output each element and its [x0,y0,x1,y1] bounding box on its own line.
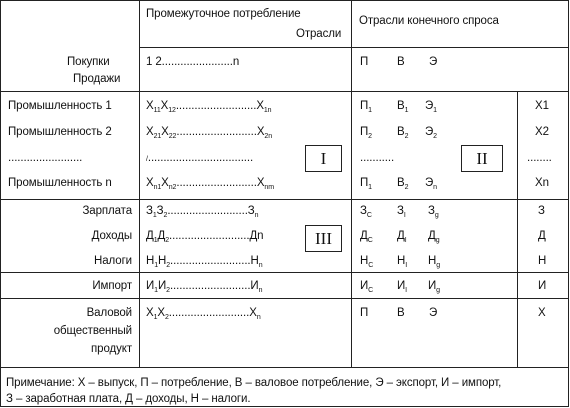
gross-label-2: общественный [53,325,132,337]
income-e: $Д_g$ [428,230,440,244]
industry-n-p: $П_1$ [360,177,372,191]
divider-h-2 [0,91,569,92]
wages-x: $З_1З_2..........................З_n$ [146,205,259,219]
gross-label-1: Валовой [86,307,132,319]
industry-1-x: $X_{11}X_{12}..........................X_{1n}$ [146,100,272,114]
gross-v: В [397,307,405,319]
top-e: Э [429,56,438,68]
industry-2-v: $В_2$ [397,126,409,140]
industry-2-x: $X_{21}X_{22}..........................X_{2n}$ [146,126,272,140]
industry-dots-x: /.................................. [146,152,254,164]
taxes-v: $H_I$ [397,255,408,269]
industry-2-p: $П_2$ [360,126,372,140]
industry-dots-label: ........................ [8,152,83,164]
income-label: Доходы [91,230,132,242]
taxes-e: $H_g$ [428,255,441,269]
imports-x: $И_1И_2..........................И_n$ [146,280,263,294]
divider-h-5 [0,298,569,299]
imports-v: $И_I$ [397,280,408,294]
income-v: $Д_I$ [397,230,407,244]
industry-1-p: $П_1$ [360,100,372,114]
note-line-1: Примечание: X – выпуск, П – потребление, В – валовое потребление, Э – экспорт, И – импорт, [6,377,502,389]
gross-e: Э [429,307,438,319]
income-p: $Д_С$ [360,230,373,244]
wages-p: $З_С$ [360,205,372,219]
divider-v-mid [351,0,352,368]
divider-h-4 [0,272,569,273]
imports-label: Импорт [92,280,132,292]
wages-total: З [538,205,545,217]
note-line-2: З – заработная плата, Д – доходы, Н – налоги. [6,393,251,405]
industry-1-v: $В_1$ [397,100,409,114]
imports-e: $И_g$ [428,280,440,294]
industry-dots-fd: ........... [360,152,395,164]
industry-dots-total: ........ [527,152,552,164]
top-p: П [360,56,369,68]
taxes-total: Н [538,255,547,267]
divider-h-3 [0,199,569,200]
divider-h-6 [0,367,569,368]
industry-1-e: $Э_1$ [425,100,437,114]
income-x: $Д_1Д_2..........................Дn$ [146,230,264,244]
industry-2-total: X2 [535,126,549,138]
wages-label: Зарплата [82,205,132,217]
quadrant-box-2: II [461,145,503,172]
wages-v: $З_I$ [397,205,406,219]
income-total: Д [538,230,546,242]
divider-h-1 [139,47,569,48]
imports-total: И [538,280,547,292]
industry-n-label: Промышленность n [8,177,112,189]
header-branches: Отрасли [296,28,342,40]
sales-label: Продажи [73,73,121,85]
industry-n-v: $В_2$ [397,177,409,191]
divider-v-left [139,0,140,368]
taxes-x: $H_1H_2..........................H_n$ [146,255,263,269]
gross-total: X [538,307,546,319]
divider-v-right [517,91,518,368]
gross-label-3: продукт [91,343,132,355]
industry-1-label: Промышленность 1 [8,100,112,112]
industry-2-label: Промышленность 2 [8,126,112,138]
industry-1-total: X1 [535,100,549,112]
top-v: В [397,56,405,68]
header-intermediate: Промежуточное потребление [146,8,301,20]
taxes-p: $H_С$ [360,255,374,269]
purchases-label: Покупки [67,56,110,68]
quadrant-box-3: III [305,225,342,252]
industry-n-total: Xn [535,177,549,189]
taxes-label: Налоги [94,255,132,267]
industry-n-e: $Э_n$ [425,177,437,191]
industry-n-x: $X_{n1}X_{n2}..........................X_{nm}$ [146,177,274,191]
gross-p: П [360,307,369,319]
gross-x: $X_1X_2..........................X_n$ [146,307,261,321]
header-final-demand: Отрасли конечного спроса [359,15,499,27]
wages-e: $З_g$ [428,205,439,219]
quadrant-box-1: I [305,145,342,172]
industry-2-e: $Э_2$ [425,126,437,140]
imports-p: $И_С$ [360,280,374,294]
top-intermediate: 1 2.......................n [146,56,240,68]
